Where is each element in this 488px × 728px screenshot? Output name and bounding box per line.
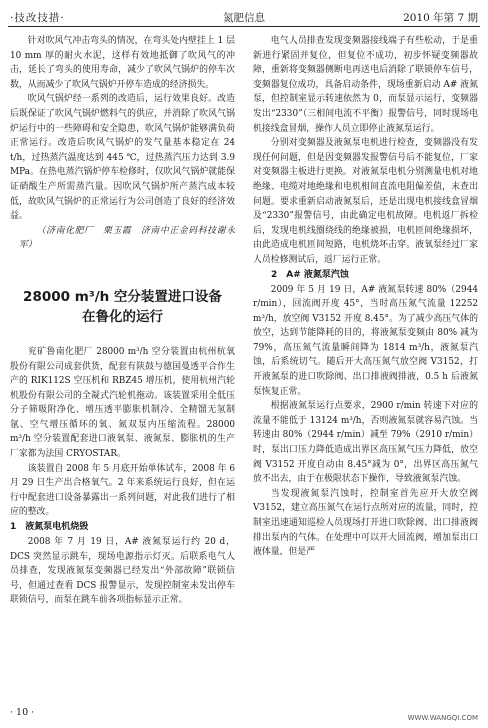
paragraph: 根据液氮泵运行点要求，2900 r/min 转速下对应的流量不能低于 13124 m³/h，否则液氮泵就容易汽蚀。当转速由 80%（2944 r/min）减至 79%（2910 r/min）时，泵出口压力降低造成出界区高压氮气压力降低，放空阀 V3152 开度自动由 8.45°减为 0°，出界区高压氮气放不出去，由于在极限状态下操作，导致液氮泵汽蚀。	[253, 401, 478, 485]
header-section-label: ·技改技措·	[10, 12, 65, 24]
paragraph: 电气人员排查发现变频器接线端子有些松动，于是重新进行紧固并复位，但复位不成功，初步怀疑变频器故障，重新将变频器侧断电再送电后消除了联锁停车信号，变频器复位成功，具备启动条件，现场重新启动 A# 液氮泵，但控制室显示转速依然为 0，而泵显示运行，变频器发出“2330”（三相间电流不平衡）报警信号，同时现场电机接线盒冒烟，操作人员立即停止液氮泵运行。	[253, 36, 478, 134]
paragraph: 分别对变频器及液氮泵电机进行检查，变频器没有发现任何问题，但是因变频器发报警信号后不能复位，厂家对变频器主板进行更换。对液氮泵电机分别测量电机对地绝缘、电缆对地绝缘和电机相间直流电阻偏差值，未查出问题。要求重新启动液氮泵后，还是出现电机接线盒冒烟及“2330”报警信号，由此确定电机故障。电机返厂拆检后，发现电机线圈绕线的绝缘被损，电机匝间绝缘损坏，由此造成电机匝间短路，电机烧坏击穿。液氧泵经过厂家人员检修测试后，返厂运行正常。	[253, 138, 478, 265]
running-header	[8, 10, 480, 27]
left-column	[10, 34, 235, 608]
article-title	[10, 287, 235, 327]
paragraph: 兖矿鲁南化肥厂 28000 m³/h 空分装置由杭州杭氧股份有限公司成套供货，配套有陕鼓与德国曼透平合作生产的 RIK112S 空压机和 RBZ45 增压机，使用杭州汽轮机股份有限公司的全凝式汽轮机拖动。该装置采用全低压分子筛吸附净化、增压透平膨胀机制冷、全精馏无氢制氩、空气增压循环的氧、氮双泵内压缩流程。28000 m³/h 空分装置配套进口液氧泵、液氮泵、膨胀机的生产厂家都为法国 CRYOSTAR。	[10, 346, 235, 460]
article-title-line-2: 在鲁化的运行	[82, 308, 163, 325]
article-title-line-1: 28000 m³/h 空分装置进口设备	[23, 288, 222, 305]
header-journal-name: 氮肥信息	[223, 12, 265, 24]
right-column	[253, 34, 478, 560]
watermark-text: WWW.WANGQI.COM	[407, 714, 478, 722]
paragraph: 当发现液氮泵汽蚀时，控制室首先应开大放空阀 V3152，建立高压氮气在运行点所对应的流量，同时，控制室迅速通知巡检人员现场打开进口吹除阀、出口排液阀排出泵内的气体。在处理中可以开大回流阀，增加泵出口液体量，但是严	[253, 488, 478, 558]
page-number: · 10 ·	[10, 707, 35, 718]
section-heading: 1 液氮泵电机烧毁	[10, 522, 89, 533]
paragraph: 吹风气锅炉经一系列的改造后，运行效果良好。改造后既保证了吹风气锅炉燃料气的供应，并消除了吹风气锅炉运行中的一些障碍和安全隐患，吹风气锅炉能够满负荷正常运行。改造后吹风气锅炉的发气量基本稳定在 24 t/h，过热蒸汽温度达到 445 ℃，过热蒸汽压力达到 3.9 MPa。在热电蒸汽锅炉停车检修时，仅吹风气锅炉就能保证硝酸生产所需蒸汽量。因吹风气锅炉所产蒸汽成本较低，故吹风气锅炉的正常运行为公司创造了良好的经济效益。	[10, 94, 235, 222]
paragraph: 2009 年 5 月 19 日，A# 液氮泵转速 80%（2944 r/min），回流阀开度 45°，当时高压氮气流量 12252 m³/h，放空阀 V3152 开度 8.45°。为了减少高压气体的放空，达到节能降耗的目的，将液氮泵变频由 80% 减为 79%，高压氮气流量瞬间降为 1814 m³/h，液氮泵汽蚀，后系统切气。随后开大高压氮气放空阀 V3152，打开液氮泵的进口吹除阀、出口排液阀排液，0.5 h 后液氮泵恢复正常。	[253, 284, 478, 397]
paragraph: 该装置自 2008 年 5 月底开始单体试车，2008 年 6 月 29 日生产出合格氧气。2 年来系统运行良好，但在运行中配套进口设备暴露出一系列问题，对此我们进行了相应的整改。	[10, 463, 235, 518]
header-issue: 2010 年第 7 期	[403, 12, 478, 24]
section-heading: 2 A# 液氮泵汽蚀	[271, 269, 349, 280]
paragraph: 针对吹风气冲击弯头的情况，在弯头处内壁挂上 1 层 10 mm 厚的耐火水泥，这样有效地抵御了吹风气的冲击，延长了弯头的使用寿命，减少了吹风气锅炉的停车次数，从而减少了吹风气锅炉开停车造成的经济损失。	[10, 36, 235, 90]
paragraph: 2008 年 7 月 19 日，A# 液氮泵运行约 20 d，DCS 突然显示跳车，现场电源指示灯灭。后联系电气人员排查，发现液氮泵变频器已经发出“外部故障”联锁信号，但通过查看 DCS 报警显示，发现控制室未发出停车联锁信号，而泵在跳车前各项指标显示正常。	[10, 537, 235, 606]
author-affiliation: （济南化肥厂 栗玉霞 济南中正金码科技谢永军）	[18, 225, 235, 251]
